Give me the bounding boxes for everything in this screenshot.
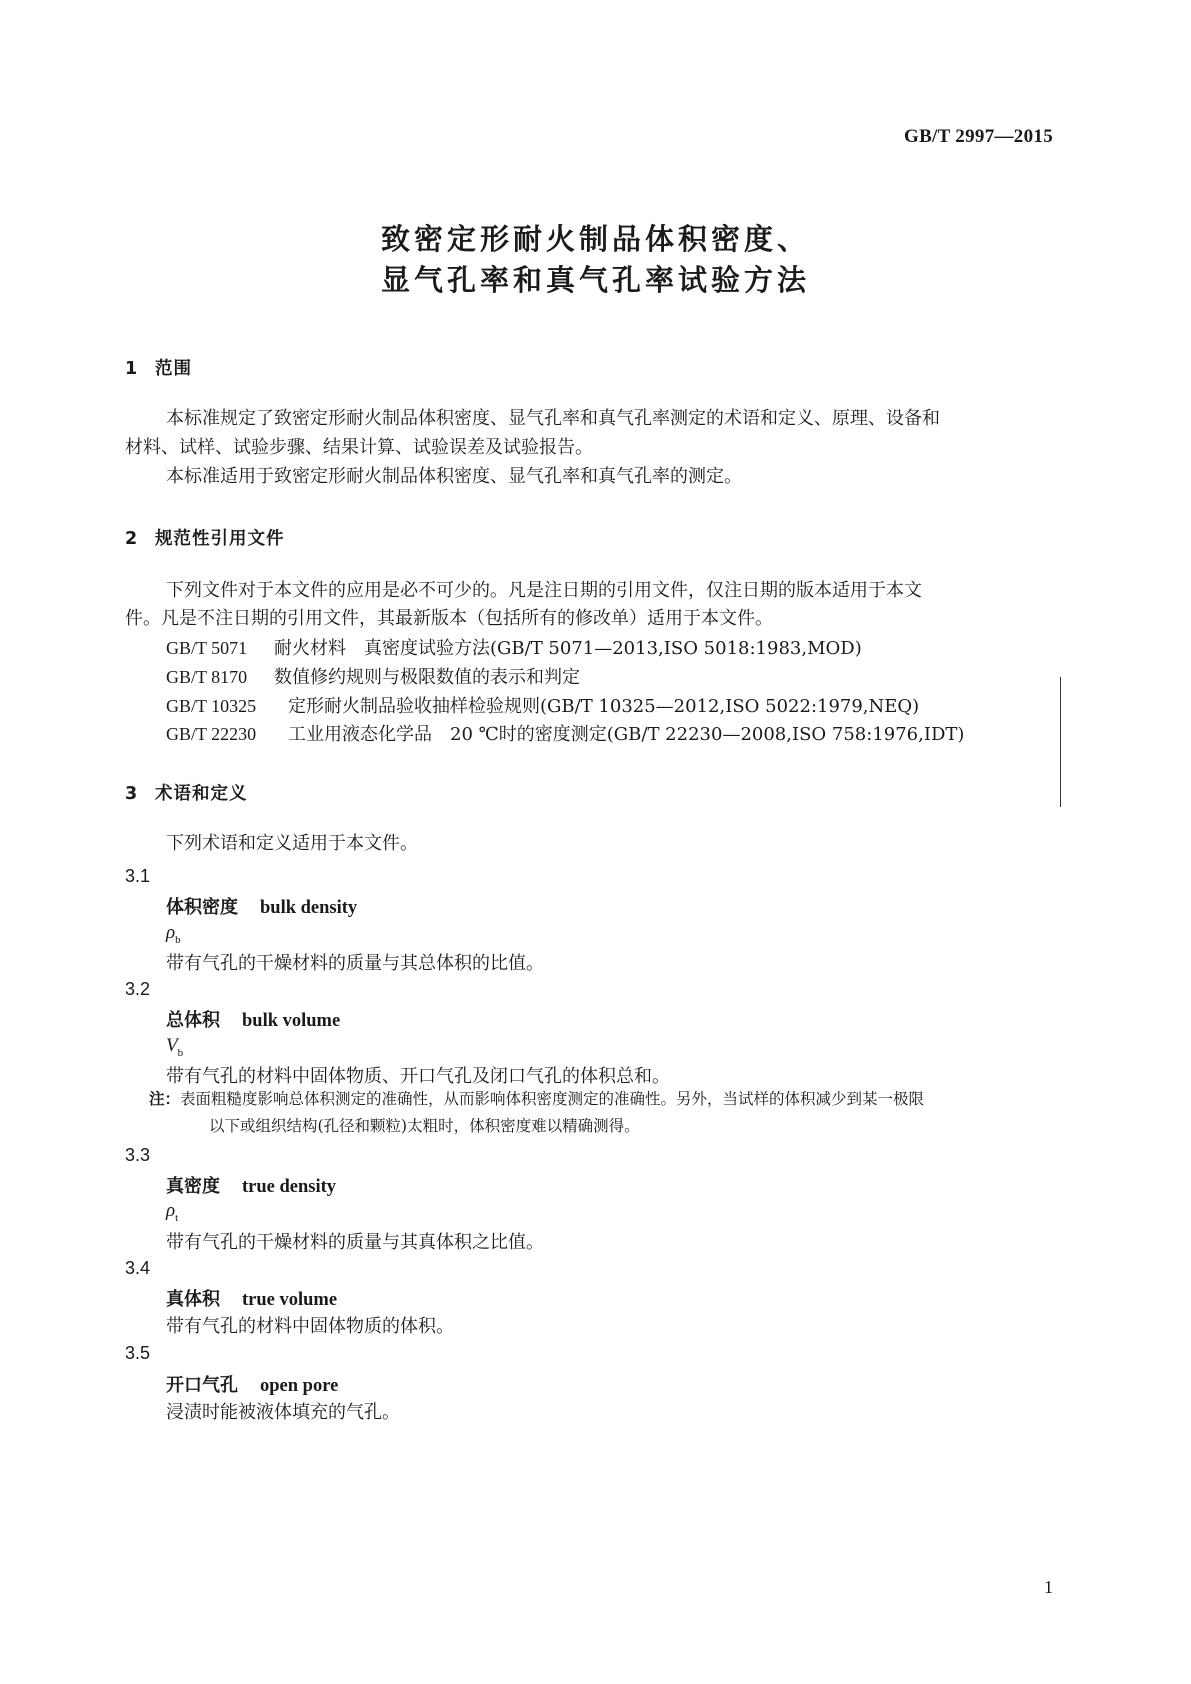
symbol-base: V (166, 1035, 178, 1056)
term-definition: 带有气孔的干燥材料的质量与其真体积之比值。 (166, 1232, 544, 1253)
reference-code: GB/T 22230 (166, 724, 257, 744)
section-3-intro: 下列术语和定义适用于本文件。 (166, 833, 418, 854)
section-1-para1-line2: 材料、试样、试验步骤、结果计算、试验误差及试验报告。 (125, 437, 593, 458)
section-1-para2: 本标准适用于致密定形耐火制品体积密度、显气孔率和真气孔率的测定。 (166, 466, 742, 487)
term-number: 3.4 (125, 1258, 151, 1278)
term-heading (166, 893, 357, 919)
term-symbol (166, 1200, 178, 1224)
term-note (149, 1086, 1059, 1140)
section-number: 3 (125, 784, 139, 804)
revision-bar (1060, 677, 1061, 807)
term-symbol (166, 922, 181, 946)
term-en: bulk density (260, 898, 358, 918)
section-3-heading (125, 780, 248, 805)
term-definition: 带有气孔的材料中固体物质、开口气孔及闭口气孔的体积总和。 (166, 1066, 670, 1087)
section-title: 术语和定义 (155, 784, 248, 804)
section-2-para-line1: 下列文件对于本文件的应用是必不可少的。凡是注日期的引用文件，仅注日期的版本适用于本文 (166, 580, 922, 601)
standard-number: GB/T 2997—2015 (903, 126, 1053, 147)
section-title: 规范性引用文件 (155, 529, 285, 549)
symbol-base: ρ (166, 922, 176, 943)
term-number: 3.2 (125, 979, 151, 999)
section-title: 范围 (155, 359, 192, 379)
note-text-line1: 表面粗糙度影响总体积测定的准确性，从而影响体积密度测定的准确性。另外，当试样的体积减少到某一极限 (180, 1090, 925, 1108)
term-en: bulk volume (242, 1011, 341, 1031)
symbol-subscript: b (177, 1046, 184, 1059)
note-label: 注： (149, 1090, 181, 1108)
symbol-subscript: t (175, 1211, 179, 1224)
term-definition: 带有气孔的干燥材料的质量与其总体积的比值。 (166, 953, 544, 974)
section-1-para1-line1: 本标准规定了致密定形耐火制品体积密度、显气孔率和真气孔率测定的术语和定义、原理、设备和 (166, 408, 940, 429)
symbol-base: ρ (166, 1200, 176, 1221)
term-number: 3.5 (125, 1343, 151, 1363)
term-heading (166, 1285, 337, 1311)
reference-title: 数值修约规则与极限数值的表示和判定 (274, 667, 580, 688)
document-title-line2: 显气孔率和真气孔率试验方法 (380, 263, 810, 297)
section-2-heading (125, 525, 285, 550)
term-zh: 真密度 (166, 1176, 220, 1197)
reference-code: GB/T 10325 (166, 696, 257, 716)
term-en: true volume (242, 1290, 338, 1310)
term-heading (166, 1172, 336, 1198)
section-number: 1 (125, 359, 139, 379)
term-zh: 体积密度 (166, 897, 238, 918)
term-number: 3.3 (125, 1145, 151, 1165)
section-1-heading (125, 355, 192, 380)
reference-title: 定形耐火制品验收抽样检验规则(GB/T 10325—2012,ISO 5022:1979,NEQ) (288, 696, 920, 717)
term-zh: 总体积 (166, 1010, 220, 1031)
page-number: 1 (1044, 1577, 1053, 1597)
term-zh: 真体积 (166, 1289, 220, 1310)
term-zh: 开口气孔 (166, 1375, 238, 1396)
reference-title: 工业用液态化学品 20 ℃时的密度测定(GB/T 22230—2008,ISO 758:1976,IDT) (288, 724, 965, 745)
term-symbol (166, 1035, 183, 1059)
term-definition: 带有气孔的材料中固体物质的体积。 (166, 1316, 454, 1337)
section-2-para-line2: 件。凡是不注日期的引用文件，其最新版本（包括所有的修改单）适用于本文件。 (125, 608, 773, 629)
term-en: true density (242, 1177, 337, 1197)
term-en: open pore (260, 1376, 339, 1396)
reference-code: GB/T 5071 (166, 638, 248, 658)
term-number: 3.1 (125, 866, 151, 886)
note-text-line2: 以下或组织结构(孔径和颗粒)太粗时，体积密度难以精确测得。 (209, 1117, 640, 1135)
section-number: 2 (125, 529, 139, 549)
reference-code: GB/T 8170 (166, 667, 248, 687)
reference-title: 耐火材料 真密度试验方法(GB/T 5071—2013,ISO 5018:1983,MOD) (274, 638, 862, 659)
term-definition: 浸渍时能被液体填充的气孔。 (166, 1402, 400, 1423)
term-heading (166, 1006, 340, 1032)
term-heading (166, 1371, 338, 1397)
reference-item (166, 718, 964, 751)
symbol-subscript: b (175, 933, 181, 946)
document-title-line1: 致密定形耐火制品体积密度、 (380, 222, 810, 256)
